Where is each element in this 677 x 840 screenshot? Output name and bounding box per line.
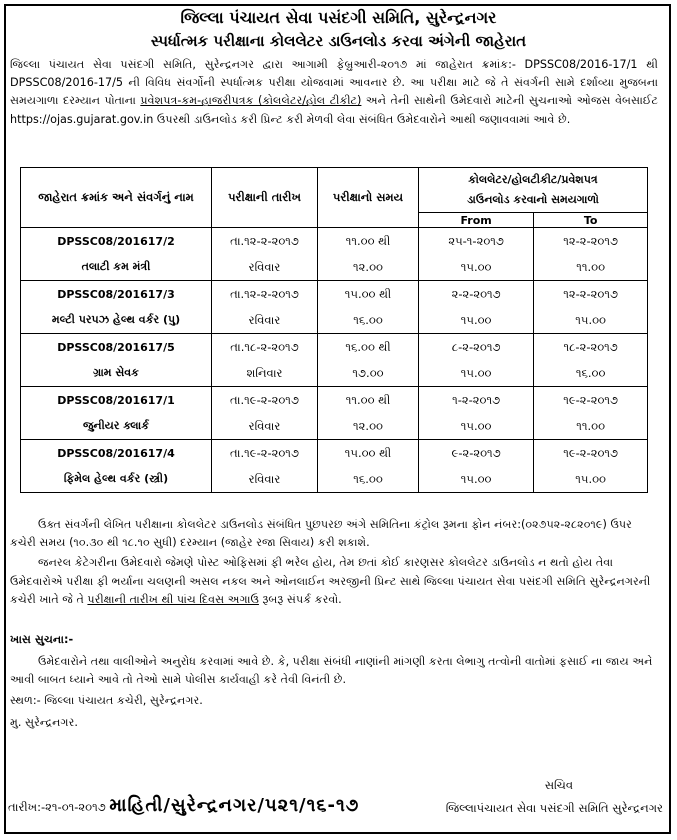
post-name: જુનીયર ક્લાર્ક: [83, 419, 149, 432]
header-to: To: [534, 213, 648, 228]
table-row: [21, 440, 648, 493]
download-to-date: ૧૯-૨-૨૦૧૭: [563, 393, 619, 407]
header-download-line1: કોલલેટર/હોલટીકીટ/પ્રવેશપત્ર: [468, 173, 598, 186]
exam-time-to: ૧૬.૦૦: [353, 313, 383, 327]
download-to-date: ૧૨-૨-૨૦૧૭: [563, 287, 618, 301]
control-room-note: ઉક્ત સંવર્ગની લેખિત પરીક્ષાના કોલલેટર ડાઉનલોડ સંબંધિત પુછપરછ અંગે સમિતિના કંટ્રોલ રૂમના ફોન નંબર:(૦૨૭૫૨-૨૮૨૦૧૯) ઉપર કચેરી સમય (૧૦.૩૦ થી ૧૮.૧૦ સુધી) દરમ્યાન (જાહેર રજા સિવાય) કરી શકાશે.: [10, 518, 632, 550]
intro-text-b: અને તેની સાથેની ઉમેદવારો માટેની સુચનાઓ ઓજસ વેબસાઈટ https://ojas.gujarat.gov.in ઉપરથી ડાઉનલોડ કરી પ્રિન્ટ કરી મેળવી લેવા સંબંધિત ઉમેદવારોને આથી જણાવવામાં આવે છે.: [10, 94, 658, 126]
table-cell: [419, 334, 534, 387]
table-cell: [419, 281, 534, 334]
mu-line: મુ. સુરેન્દ્રનગર.: [10, 715, 78, 729]
general-note-underlined: પરીક્ષાની તારીખ થી પાંચ દિવસ અગાઉ: [87, 592, 259, 606]
table-cell: [21, 334, 212, 387]
exam-day: રવિવાર: [248, 419, 281, 433]
exam-time-from: ૧૧.૦૦ થી: [345, 234, 391, 248]
download-from-time: ૧૫.૦૦: [460, 419, 492, 433]
exam-date: તા.૧૨-૨-૨૦૧૭: [230, 287, 299, 301]
table-cell: [534, 440, 648, 493]
intro-paragraph: [10, 56, 658, 129]
exam-day: રવિવાર: [248, 313, 281, 327]
exam-date: તા.૧૮-૨-૨૦૧૭: [230, 340, 299, 354]
secretary-label: સચિવ: [544, 778, 573, 792]
header-exam-time: પરીક્ષાનો સમય: [318, 168, 419, 228]
table-cell: [419, 440, 534, 493]
footer-line: [8, 795, 359, 816]
exam-time-to: ૧૬.૦૦: [353, 472, 383, 486]
post-name: તલાટી કમ મંત્રી: [81, 260, 151, 273]
table-row: [21, 387, 648, 440]
download-to-date: ૧૨-૨-૨૦૧૭: [563, 234, 618, 248]
table-row: [21, 281, 648, 334]
notice-subtitle: સ્પર્ધાત્મક પરીક્ષાના કોલલેટર ડાઉનલોડ કરવા અંગેની જાહેરાત: [150, 32, 527, 50]
download-to-time: ૧૬.૦૦: [575, 366, 606, 380]
special-instruction-heading: ખાસ સુચના:-: [10, 633, 74, 647]
table-cell: [21, 440, 212, 493]
download-from-time: ૧૫.૦૦: [460, 313, 492, 327]
table-cell: [21, 281, 212, 334]
download-to-time: ૧૫.૦૦: [575, 313, 606, 327]
special-instruction-text: ઉમેદવારોને તથા વાલીઓને અનુરોધ કરવામાં આવે છે. કે, પરીક્ષા સંબંધી નાણાંની માંગણી કરતા લેભાગુ તત્વોની વાતોમાં ફસાઈ ના જાય અને આવી બાબત ધ્યાને આવે તો તેઓ સામે પોલીસ કાર્યવાહી કરે તેવી વિનંતી છે.: [10, 655, 653, 687]
download-to-time: ૧૧.૦૦: [576, 260, 605, 274]
download-to-date: ૧૮-૨-૨૦૧૭: [563, 340, 618, 354]
table-cell: [318, 440, 419, 493]
exam-time-from: ૧૬.૦૦ થી: [345, 340, 391, 354]
table-cell: [212, 440, 318, 493]
exam-time-from: ૧૧.૦૦ થી: [345, 393, 391, 407]
exam-time-to: ૧૨.૦૦: [353, 260, 383, 274]
table-row: [21, 228, 648, 281]
table-cell: [318, 281, 419, 334]
committee-title: જિલ્લા પંચાયત સેવા પસંદગી સમિતિ, સુરેન્દ્રનગર: [180, 8, 497, 27]
header-download-line2: ડાઉનલોડ કરવાનો સમયગાળો: [467, 193, 599, 206]
table-cell: [318, 387, 419, 440]
exam-date: તા.૧૯-૨-૨૦૧૭: [230, 393, 299, 407]
post-code: DPSSC08/201617/4: [57, 447, 175, 460]
table-row: [21, 334, 648, 387]
post-code: DPSSC08/201617/1: [57, 394, 175, 407]
reference-number: માહિતી/સુરેન્દ્રનગર/પ૨૧/૧૬-૧૭: [109, 795, 360, 816]
header-post: જાહેરાત ક્રમાંક અને સંવર્ગનું નામ: [21, 168, 212, 228]
header-from: From: [419, 213, 534, 228]
header-download-period: [419, 168, 648, 213]
intro-underlined-text: પ્રવેશપત્ર-કમ-હાજરીપત્રક (કોલલેટર/હોલ ટીકીટ): [140, 94, 362, 108]
notice-date: તારીખ:-૨૧-૦૧-૨૦૧૭: [8, 800, 106, 814]
table-cell: [318, 334, 419, 387]
intro-text-a: જિલ્લા પંચાયત સેવા પસંદગી સમિતિ, સુરેન્દ્રનગર દ્વારા આગામી ફેબ્રુઆરી-૨૦૧૭ માં જાહેરાત ક્રમાંક:- DPSSC08/2016-17/1 થી DPSSC08/2016-17/5 ની વિવિધ સંવર્ગોની સ્પર્ધાત્મક પરીક્ષા યોજવામાં આવનાર છે. આ પરીક્ષા માટે જે તે સંવર્ગની સામે દર્શાવ્યા મુજબના સમયગાળા દરમ્યાન પોતાના: [10, 58, 658, 108]
general-note-text-b: રૂબરૂ સંપર્ક કરવો.: [258, 592, 342, 606]
download-from-time: ૧૫.૦૦: [460, 260, 492, 274]
place-line: સ્થળ:- જિલ્લા પંચાયત કચેરી, સુરેન્દ્રનગર.: [10, 693, 203, 707]
download-to-time: ૧૧.૦૦: [576, 419, 605, 433]
table-cell: [212, 387, 318, 440]
download-from-date: ૧-૨-૨૦૧૭: [452, 393, 501, 407]
download-from-date: ૯-૨-૨૦૧૭: [451, 446, 501, 460]
general-note-text-a: જનરલ કેટેગરીના ઉમેદવારો જેમણે પોસ્ટ ઓફિસમાં ફી ભરેલ હોય, તેમ છતાં કોઈ કારણસર કોલલેટર ડાઉનલોડ ન થતો હોય તેવા ઉમેદવારોએ પરીક્ષા ફી ભર્યાના ચલણની અસલ નકલ અને ઓનલાઈન અરજીની પ્રિન્ટ સાથે જિલ્લા પંચાયત સેવા પસંદગી સમિતિ સુરેન્દ્રનગરની કચેરી ખાતે જે તે: [10, 556, 651, 606]
download-from-time: ૧૫.૦૦: [460, 472, 492, 486]
office-name: જિલ્લાપંચાયત સેવા પસંદગી સમિતિ સુરેન્દ્રનગર: [445, 801, 663, 815]
exam-day: રવિવાર: [248, 260, 281, 274]
post-name: મલ્ટી પરપઝ હેલ્થ વર્કર (પુ): [51, 313, 181, 326]
download-from-date: ૨-૨-૨૦૧૭: [451, 287, 501, 301]
general-category-note: [10, 554, 658, 609]
table-cell: [212, 228, 318, 281]
exam-time-from: ૧૫.૦૦ થી: [344, 287, 392, 301]
post-name: ગ્રામ સેવક: [93, 366, 139, 379]
exam-date: તા.૧૨-૨-૨૦૧૭: [230, 234, 299, 248]
table-cell: [212, 334, 318, 387]
exam-time-from: ૧૫.૦૦ થી: [344, 446, 392, 460]
table-cell: [21, 387, 212, 440]
notes-section: [10, 516, 658, 732]
exam-day: શનિવાર: [246, 366, 283, 380]
exam-date: તા.૧૯-૨-૨૦૧૭: [230, 446, 299, 460]
exam-time-to: ૧૭.૦૦: [352, 366, 384, 380]
post-code: DPSSC08/201617/2: [57, 235, 175, 248]
table-cell: [534, 387, 648, 440]
signature-block: [446, 778, 663, 816]
download-to-time: ૧૫.૦૦: [575, 472, 606, 486]
table-cell: [212, 281, 318, 334]
exam-time-to: ૧૨.૦૦: [353, 419, 383, 433]
header-exam-date: પરીક્ષાની તારીખ: [212, 168, 318, 228]
table-cell: [534, 281, 648, 334]
download-to-date: ૧૯-૨-૨૦૧૭: [563, 446, 619, 460]
table-cell: [21, 228, 212, 281]
table-cell: [419, 228, 534, 281]
table-cell: [318, 228, 419, 281]
download-from-date: ૮-૨-૨૦૧૭: [451, 340, 501, 354]
post-code: DPSSC08/201617/5: [57, 341, 175, 354]
download-from-date: ૨૫-૧-૨૦૧૭: [448, 234, 504, 248]
table-cell: [534, 334, 648, 387]
table-cell: [419, 387, 534, 440]
table-cell: [534, 228, 648, 281]
post-code: DPSSC08/201617/3: [57, 288, 175, 301]
download-from-time: ૧૫.૦૦: [460, 366, 492, 380]
post-name: ફિમેલ હેલ્થ વર્કર (સ્ત્રી): [63, 472, 169, 485]
exam-day: રવિવાર: [248, 472, 281, 486]
exam-schedule-table: [20, 167, 648, 493]
